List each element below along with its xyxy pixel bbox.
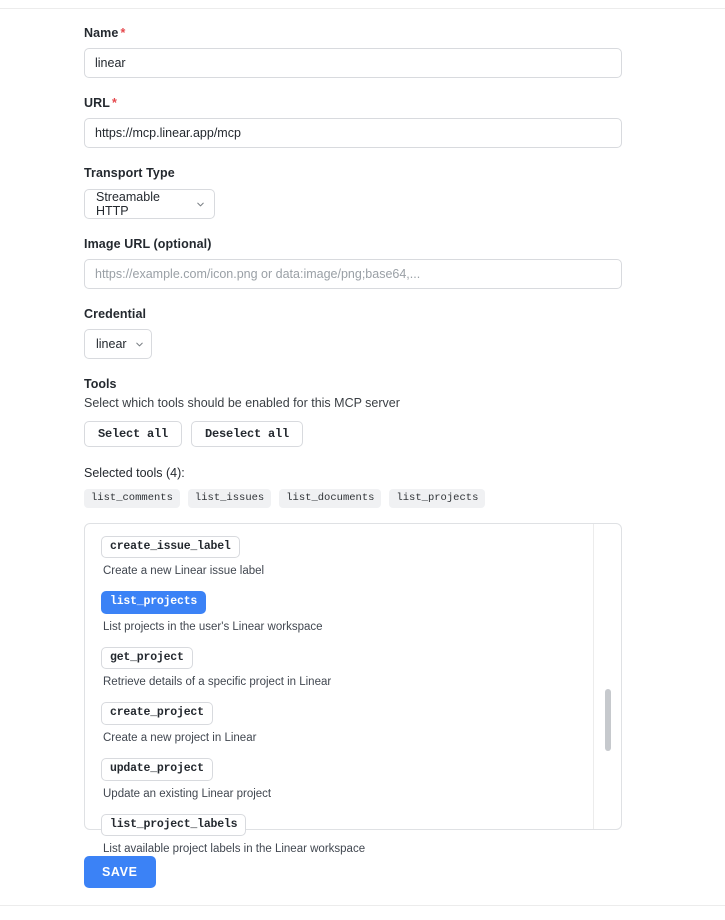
url-required-marker: * xyxy=(112,96,117,110)
transport-type-group xyxy=(84,166,622,219)
tool-description: Create a new Linear issue label xyxy=(103,565,265,578)
credential-value: linear xyxy=(96,337,127,351)
tool-toggle-get-project[interactable]: get_project xyxy=(101,647,193,670)
tool-description: Create a new project in Linear xyxy=(103,732,257,745)
tools-scrollbar-thumb[interactable] xyxy=(605,689,611,751)
tool-toggle-list-projects[interactable]: list_projects xyxy=(101,591,206,614)
name-required-marker: * xyxy=(120,26,126,40)
selected-tools-chips xyxy=(84,489,622,508)
credential-select[interactable] xyxy=(84,329,152,359)
url-input[interactable] xyxy=(84,118,622,148)
chevron-down-icon xyxy=(195,199,206,210)
name-label xyxy=(84,26,622,40)
selected-tool-chip: list_documents xyxy=(279,489,381,508)
transport-type-label: Transport Type xyxy=(84,166,175,180)
credential-group xyxy=(84,307,622,359)
url-label xyxy=(84,96,622,110)
tool-toggle-list-project-labels[interactable]: list_project_labels xyxy=(101,814,246,837)
tool-description: List projects in the user's Linear workspace xyxy=(103,620,323,633)
tool-toggle-update-project[interactable]: update_project xyxy=(101,758,213,781)
selected-tool-chip: list_projects xyxy=(389,489,485,508)
select-all-button[interactable]: Select all xyxy=(84,421,182,447)
tools-panel-divider xyxy=(593,524,594,829)
name-label-text: Name xyxy=(84,26,119,40)
deselect-all-button[interactable]: Deselect all xyxy=(191,421,303,447)
tools-bulk-actions xyxy=(84,421,622,447)
transport-type-value: Streamable HTTP xyxy=(96,190,160,218)
tool-toggle-create-issue-label[interactable]: create_issue_label xyxy=(101,536,240,559)
selected-tool-chip: list_issues xyxy=(188,489,271,508)
tool-list-item xyxy=(101,647,605,689)
tool-toggle-create-project[interactable]: create_project xyxy=(101,702,213,725)
tools-description: Select which tools should be enabled for this MCP server xyxy=(84,396,400,410)
image-url-group xyxy=(84,237,622,289)
image-url-input[interactable] xyxy=(84,259,622,289)
tools-section xyxy=(84,377,622,888)
tool-description: List available project labels in the Linear workspace xyxy=(103,843,366,856)
tools-label: Tools xyxy=(84,377,117,391)
url-field-group xyxy=(84,96,622,148)
bottom-divider xyxy=(0,905,725,906)
tool-list-item xyxy=(101,758,605,800)
tools-list-panel xyxy=(84,523,622,856)
tool-description: Retrieve details of a specific project in Linear xyxy=(103,676,332,689)
save-button[interactable]: SAVE xyxy=(84,856,156,888)
url-label-text: URL xyxy=(84,96,110,110)
name-input[interactable] xyxy=(84,48,622,78)
tools-scrollbar[interactable] xyxy=(605,525,611,830)
tool-list-item xyxy=(101,702,605,744)
chevron-down-icon xyxy=(134,339,145,350)
tool-list-item xyxy=(101,591,605,633)
selected-tools-title: Selected tools (4): xyxy=(84,466,185,480)
image-url-label: Image URL (optional) xyxy=(84,237,212,251)
tool-list-item xyxy=(101,536,605,578)
selected-tool-chip: list_comments xyxy=(84,489,180,508)
transport-type-select[interactable] xyxy=(84,189,215,219)
name-field-group xyxy=(84,26,622,78)
tools-list xyxy=(85,524,621,856)
tool-description: Update an existing Linear project xyxy=(103,787,272,800)
tool-list-item xyxy=(101,814,605,856)
credential-label: Credential xyxy=(84,307,147,321)
mcp-server-form xyxy=(84,0,622,888)
